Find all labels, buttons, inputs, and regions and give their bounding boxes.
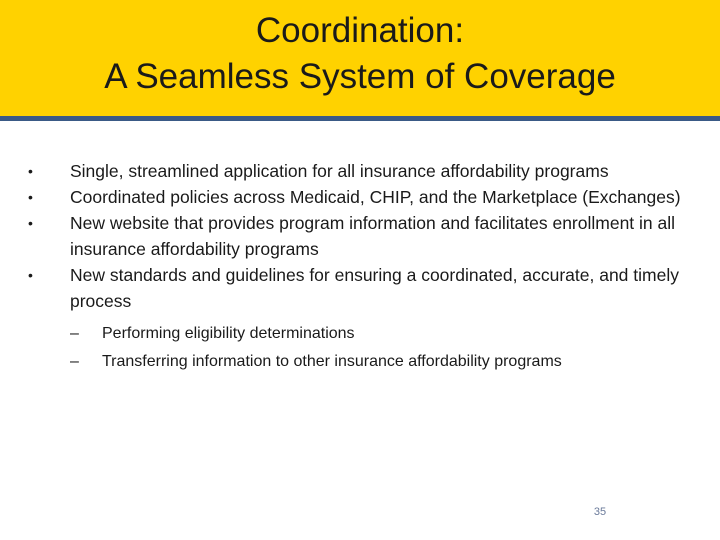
page-number: 35 — [593, 506, 607, 518]
bullet-item — [28, 210, 708, 262]
bullet-text: Single, streamlined application for all insurance affordability programs — [70, 161, 609, 181]
bullet-text: New website that provides program information and facilitates enrollment in all insurance affordability programs — [70, 213, 676, 259]
bullet-item — [28, 262, 708, 314]
bullet-text: New standards and guidelines for ensuring a coordinated, accurate, and timely process — [70, 265, 679, 311]
bullet-icon: • — [28, 189, 33, 205]
sub-bullet-text: Transferring information to other insurance affordability programs — [102, 353, 562, 370]
sub-bullet-list — [28, 320, 708, 376]
bullet-icon: • — [28, 267, 33, 283]
slide-title-line-1: Coordination: — [255, 11, 465, 50]
slide-title-line-2: A Seamless System of Coverage — [104, 57, 616, 96]
bullet-text: Coordinated policies across Medicaid, CHIP, and the Marketplace (Exchanges) — [70, 187, 681, 207]
bullet-icon: • — [28, 215, 33, 231]
bullet-item — [28, 184, 708, 210]
sub-bullet-item — [70, 320, 708, 348]
bullet-item — [28, 158, 708, 184]
title-rule — [0, 116, 720, 121]
dash-icon: – — [70, 353, 79, 370]
slide-body — [28, 158, 708, 376]
bullet-icon: • — [28, 163, 33, 179]
bullet-list — [28, 158, 708, 314]
dash-icon: – — [70, 325, 79, 342]
sub-bullet-text: Performing eligibility determinations — [102, 325, 355, 342]
sub-bullet-item — [70, 348, 708, 376]
slide-title — [0, 8, 720, 100]
